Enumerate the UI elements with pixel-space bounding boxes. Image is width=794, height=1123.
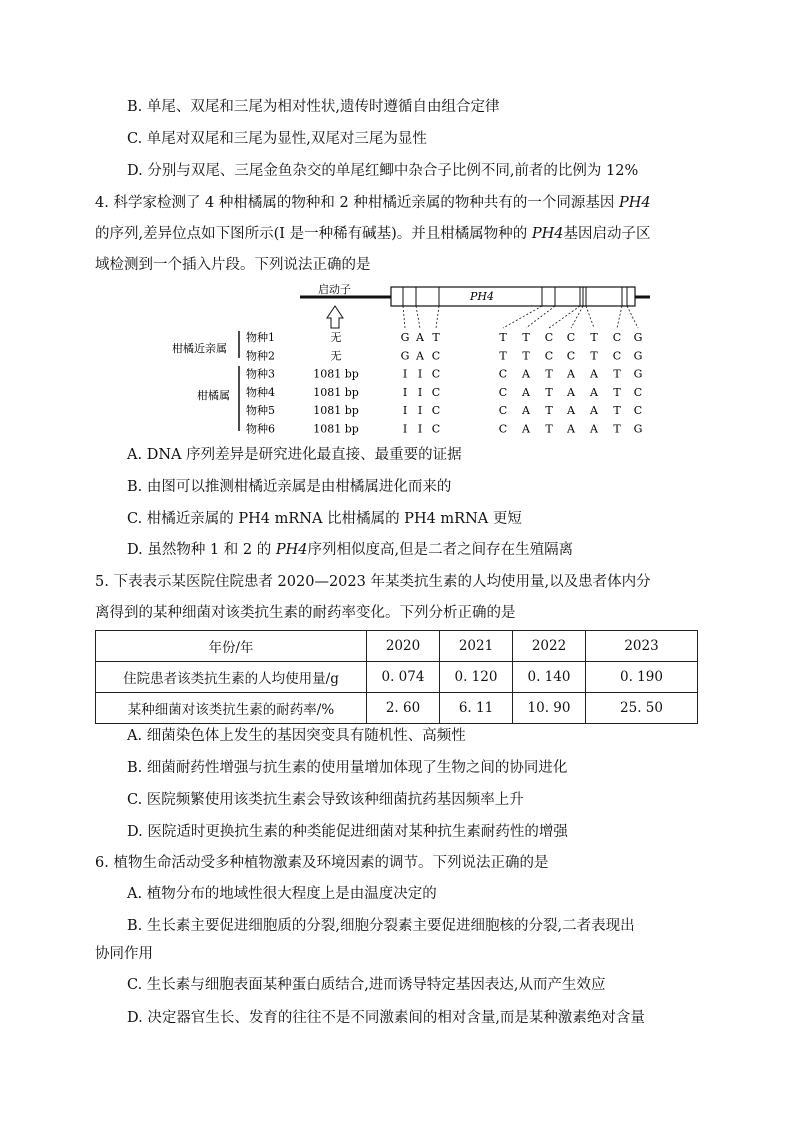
base-label: C — [544, 349, 554, 363]
table-cell: 0. 074 — [367, 662, 440, 693]
insert-label: 1081 bp — [313, 385, 359, 399]
base-label: I — [402, 367, 408, 381]
base-label: T — [590, 331, 598, 344]
base-label: T — [590, 349, 598, 363]
base-label: C — [612, 349, 622, 363]
table-cell: 2022 — [513, 631, 586, 662]
connector-lines — [403, 306, 638, 328]
table-cell: 2021 — [440, 631, 513, 662]
table-cell: 2. 60 — [367, 693, 440, 724]
gene-name: PH4 — [531, 226, 564, 242]
base-label: C — [431, 367, 441, 381]
group-label-citrus: 柑橘属 — [197, 389, 230, 402]
species-label: 物种6 — [246, 422, 275, 436]
q6-option-a: A. 植物分布的地域性很大程度上是由温度决定的 — [127, 886, 437, 902]
base-label: T — [613, 404, 621, 418]
q3-option-c: C. 单尾对双尾和三尾为显性,双尾对三尾为显性 — [127, 131, 427, 147]
base-label: I — [402, 385, 408, 399]
promoter-label: 启动子 — [318, 283, 351, 296]
gene-box — [391, 287, 635, 306]
base-label: T — [522, 331, 530, 344]
insert-label: 1081 bp — [313, 422, 359, 436]
q6-option-b-cont: 协同作用 — [95, 946, 153, 962]
base-label: T — [499, 331, 507, 344]
q5-option-a: A. 细菌染色体上发生的基因突变具有随机性、高频性 — [127, 728, 466, 744]
table-row — [96, 662, 698, 693]
base-label: A — [522, 385, 530, 399]
base-label: T — [613, 367, 621, 381]
q5-stem-line1: 5. 下表表示某医院住院患者 2020—2023 年某类抗生素的人均使用量,以及患者体内分 — [95, 574, 651, 590]
antibiotic-table — [95, 630, 698, 724]
group-label-relatives: 柑橘近亲属 — [172, 342, 227, 355]
table-cell: 6. 11 — [440, 693, 513, 724]
base-label: T — [499, 349, 507, 363]
q4-option-a: A. DNA 序列差异是研究进化最直接、最重要的证据 — [127, 447, 462, 463]
table-header-row — [96, 631, 698, 662]
table-cell: 2020 — [367, 631, 440, 662]
q3-option-d: D. 分别与双尾、三尾金鱼杂交的单尾红鲫中杂合子比例不同,前者的比例为 12% — [127, 163, 639, 179]
base-label: G — [633, 331, 643, 344]
base-label: T — [613, 385, 621, 399]
base-label: A — [522, 404, 530, 418]
species-label: 物种5 — [246, 404, 275, 418]
base-label: C — [431, 422, 441, 436]
base-label: T — [545, 404, 553, 418]
base-label: C — [544, 331, 554, 344]
species-label: 物种3 — [246, 367, 275, 381]
base-label: C — [633, 385, 643, 399]
base-label: A — [522, 367, 530, 381]
base-label: I — [417, 385, 423, 399]
base-label: I — [402, 404, 408, 418]
insert-label: 1081 bp — [313, 367, 359, 381]
species-label: 物种1 — [246, 331, 275, 344]
q6-option-b: B. 生长素主要促进细胞质的分裂,细胞分裂素主要促进细胞核的分裂,二者表现出 — [127, 918, 635, 934]
base-label: I — [417, 367, 423, 381]
base-label: A — [590, 404, 598, 418]
base-label: T — [613, 422, 621, 436]
gene-name: PH4 — [275, 542, 308, 558]
q4-stem-line1: 4. 科学家检测了 4 种柑橘属的物种和 2 种柑橘近亲属的物种共有的一个同源基因 PH4 — [95, 195, 651, 211]
table-row — [96, 693, 698, 724]
table-cell: 0. 120 — [440, 662, 513, 693]
q6-option-d: D. 决定器官生长、发育的往往不是不同激素间的相对含量,而是某种激素绝对含量 — [127, 1010, 645, 1026]
species-rows — [246, 330, 642, 436]
base-label: A — [522, 422, 530, 436]
base-label: C — [633, 404, 643, 418]
base-label: A — [567, 385, 575, 399]
base-label: T — [545, 367, 553, 381]
q5-option-c: C. 医院频繁使用该类抗生素会导致该种细菌抗药基因频率上升 — [127, 792, 524, 808]
base-label: T — [545, 422, 553, 436]
q5-stem-line2: 离得到的某种细菌对该类抗生素的耐药率变化。下列分析正确的是 — [95, 605, 516, 621]
base-label: C — [431, 404, 441, 418]
base-label: C — [566, 331, 576, 344]
base-label: C — [431, 349, 441, 363]
base-label: G — [400, 331, 410, 344]
table-cell: 2023 — [586, 631, 698, 662]
base-label: C — [498, 422, 508, 436]
gene-diagram — [160, 278, 660, 438]
q4-stem-line2: 的序列,差异位点如下图所示(I 是一种稀有碱基)。并且柑橘属物种的 PH4基因启动子区 — [95, 226, 651, 242]
q5-option-b: B. 细菌耐药性增强与抗生素的使用量增加体现了生物之间的协同进化 — [127, 760, 568, 776]
q5-option-d: D. 医院适时更换抗生素的种类能促进细菌对某种抗生素耐药性的增强 — [127, 824, 568, 840]
base-label: C — [498, 404, 508, 418]
base-label: G — [633, 367, 643, 381]
q4-option-b: B. 由图可以推测柑橘近亲属是由柑橘属进化而来的 — [127, 479, 452, 495]
base-label: A — [590, 385, 598, 399]
insert-label: 无 — [330, 349, 342, 363]
table-cell: 0. 140 — [513, 662, 586, 693]
base-label: C — [566, 349, 576, 363]
base-label: G — [400, 349, 410, 363]
base-label: A — [416, 331, 424, 344]
q3-option-b: B. 单尾、双尾和三尾为相对性状,遗传时遵循自由组合定律 — [127, 99, 500, 115]
base-label: T — [432, 331, 440, 344]
table-cell: 住院患者该类抗生素的人均使用量/g — [96, 662, 367, 693]
q4-option-c: C. 柑橘近亲属的 PH4 mRNA 比柑橘属的 PH4 mRNA 更短 — [127, 511, 522, 527]
species-label: 物种4 — [246, 385, 275, 399]
species-label: 物种2 — [246, 349, 275, 363]
base-label: T — [522, 349, 530, 363]
table-cell: 某种细菌对该类抗生素的耐药率/% — [96, 693, 367, 724]
gene-name: PH4 — [618, 195, 651, 211]
base-label: I — [417, 422, 423, 436]
base-label: C — [431, 385, 441, 399]
base-label: C — [498, 385, 508, 399]
table-cell: 年份/年 — [96, 631, 367, 662]
q4-option-d: D. 虽然物种 1 和 2 的 PH4序列相似度高,但是二者之间存在生殖隔离 — [127, 542, 574, 558]
base-label: T — [545, 385, 553, 399]
base-label: I — [402, 422, 408, 436]
promoter-arrow-icon — [327, 306, 343, 328]
base-label: G — [633, 349, 643, 363]
table-cell: 10. 90 — [513, 693, 586, 724]
q6-stem: 6. 植物生命活动受多种植物激素及环境因素的调节。下列说法正确的是 — [95, 855, 549, 871]
base-label: A — [416, 349, 424, 363]
base-label: A — [567, 422, 575, 436]
base-label: A — [590, 367, 598, 381]
table-cell: 25. 50 — [586, 693, 698, 724]
base-label: C — [498, 367, 508, 381]
table-cell: 0. 190 — [586, 662, 698, 693]
q4-stem-line3: 域检测到一个插入片段。下列说法正确的是 — [95, 257, 371, 273]
base-label: A — [567, 367, 575, 381]
base-label: A — [567, 404, 575, 418]
insert-label: 无 — [330, 331, 342, 344]
base-label: G — [633, 422, 643, 436]
base-label: I — [417, 404, 423, 418]
insert-label: 1081 bp — [313, 404, 359, 418]
q6-option-c: C. 生长素与细胞表面某种蛋白质结合,进而诱导特定基因表达,从而产生效应 — [127, 977, 606, 993]
gene-label: PH4 — [470, 290, 494, 303]
base-label: C — [612, 331, 622, 344]
base-label: A — [590, 422, 598, 436]
